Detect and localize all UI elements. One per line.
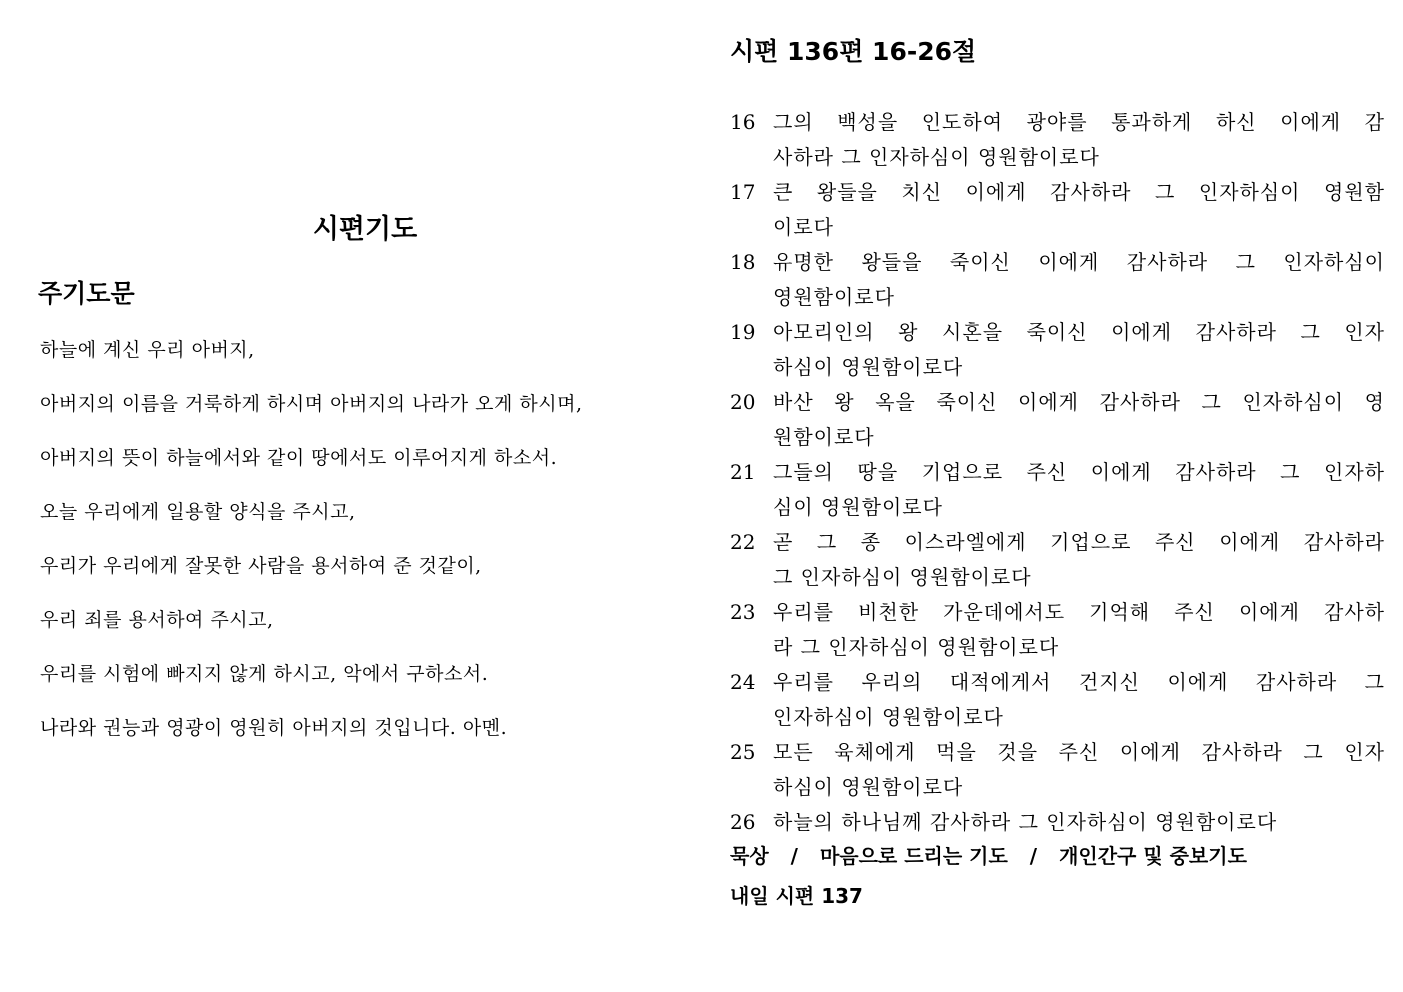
prayer-heading: 주기도문 [38,279,135,308]
prayer-line: 우리가 우리에게 잘못한 사람을 용서하여 준 것같이, [40,555,482,577]
verse-text-line: 유명한 왕들을 죽이신 이에게 감사하라 그 인자하심이 [773,250,1385,274]
verse-text-line: 심이 영원함이로다 [773,495,943,519]
verse-text-line: 그들의 땅을 기업으로 주신 이에게 감사하라 그 인자하 [773,460,1385,484]
verse-list [730,105,1385,840]
verse-text-line: 아모리인의 왕 시혼을 죽이신 이에게 감사하라 그 인자 [773,320,1385,344]
verse-text-line: 우리를 비천한 가운데에서도 기억해 주신 이에게 감사하 [773,600,1385,624]
meditation-label: 묵상 [730,844,769,868]
verse-text-line: 인자하심이 영원함이로다 [773,705,1004,729]
verse-25 [730,735,1385,805]
verse-number: 19 [730,320,756,344]
verse-number: 24 [730,670,756,694]
verse-text-line: 하늘의 하나님께 감사하라 그 인자하심이 영원함이로다 [773,810,1278,834]
prayer-line: 나라와 권능과 영광이 영원히 아버지의 것입니다. 아멘. [40,717,508,739]
verse-19 [730,315,1385,385]
page-title: 시편기도 [312,214,418,245]
verse-text-line: 그 인자하심이 영원함이로다 [773,565,1032,589]
verse-text-line: 바산 왕 옥을 죽이신 이에게 감사하라 그 인자하심이 영 [773,390,1385,414]
verse-number: 23 [730,600,756,624]
verse-number: 26 [730,810,756,834]
verse-text-line: 큰 왕들을 치신 이에게 감사하라 그 인자하심이 영원함 [773,180,1385,204]
tomorrow-reading: 내일 시편 137 [730,884,863,908]
verse-number: 20 [730,390,756,414]
prayer-line: 하늘에 계신 우리 아버지, [40,339,255,361]
verse-number: 21 [730,460,756,484]
verse-number: 25 [730,740,756,764]
verse-18 [730,245,1385,315]
separator: / [1029,844,1038,868]
verse-16 [730,105,1385,175]
verse-number: 16 [730,110,756,134]
verse-text-line: 영원함이로다 [773,285,895,309]
left-column [0,0,700,992]
separator: / [790,844,798,868]
verse-20 [730,385,1385,455]
verse-text-line: 사하라 그 인자하심이 영원함이로다 [773,145,1100,169]
verse-text-line: 하심이 영원함이로다 [773,355,964,379]
verse-number: 17 [730,180,756,204]
verse-number: 18 [730,250,756,274]
verse-17 [730,175,1385,245]
prayer-line: 아버지의 이름을 거룩하게 하시며 아버지의 나라가 오게 하시며, [40,393,583,415]
verse-number: 22 [730,530,756,554]
prayer-line: 우리 죄를 용서하여 주시고, [40,609,274,631]
intercession-label: 개인간구 및 중보기도 [1059,844,1247,868]
prayer-line: 우리를 시험에 빠지지 않게 하시고, 악에서 구하소서. [40,663,489,685]
lords-prayer [40,334,583,766]
heart-prayer-label: 마음으로 드리는 기도 [819,844,1008,868]
verse-26 [730,805,1385,840]
verse-text-line: 원함이로다 [773,425,875,449]
verse-text-line: 우리를 우리의 대적에게서 건지신 이에게 감사하라 그 [773,670,1385,694]
verse-text-line: 하심이 영원함이로다 [773,775,964,799]
verse-text-line: 곧 그 종 이스라엘에게 기업으로 주신 이에게 감사하라 [773,530,1385,554]
verse-23 [730,595,1385,665]
verse-text-line: 라 그 인자하심이 영원함이로다 [773,635,1060,659]
meditation-guide [730,840,1247,872]
verse-text-line: 모든 육체에게 먹을 것을 주신 이에게 감사하라 그 인자 [773,740,1385,764]
prayer-line: 아버지의 뜻이 하늘에서와 같이 땅에서도 이루어지게 하소서. [40,447,558,469]
prayer-line: 오늘 우리에게 일용할 양식을 주시고, [40,501,356,523]
passage-title: 시편 136편 16-26절 [730,37,977,66]
verse-text-line: 그의 백성을 인도하여 광야를 통과하게 하신 이에게 감 [773,110,1385,134]
right-column [730,0,1385,992]
verse-text-line: 이로다 [773,215,834,239]
verse-21 [730,455,1385,525]
verse-24 [730,665,1385,735]
verse-22 [730,525,1385,595]
